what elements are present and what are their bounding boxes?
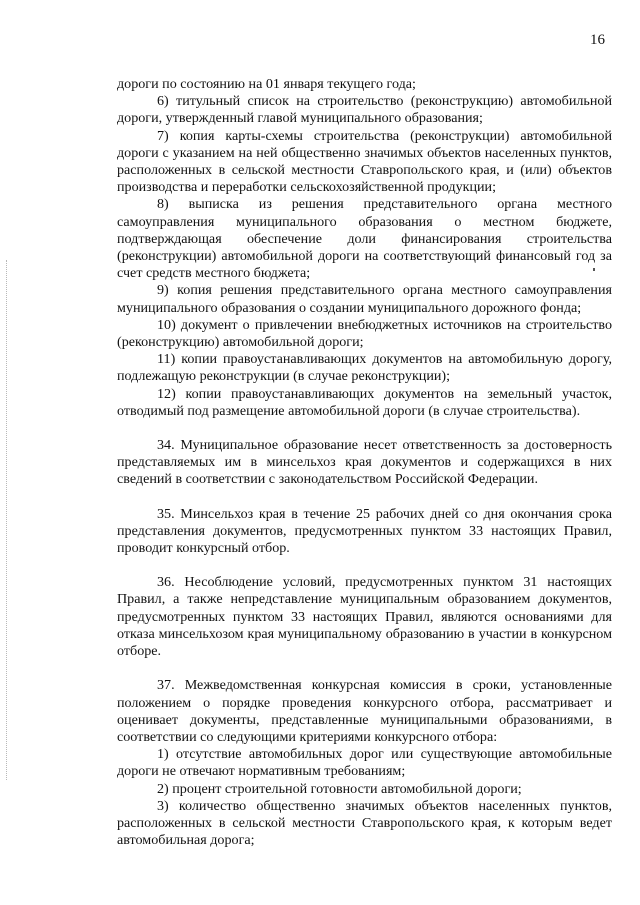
document-body [117, 76, 612, 849]
paragraph-gap [117, 489, 612, 506]
criterion-3: 3) количество общественно значимых объектов населенных пунктов, расположенных в сельской местности Ставропольского края, к которым ведет автомобильная дорога; [117, 797, 612, 849]
list-item-11: 11) копии правоустанавливающих документов на автомобильную дорогу, подлежащую реконструкции (в случае реконструкции); [117, 351, 612, 385]
criterion-1: 1) отсутствие автомобильных дорог или существующие автомобильные дороги не отвечают нормативным требованиям; [117, 746, 612, 780]
clause-36: 36. Несоблюдение условий, предусмотренных пунктом 31 настоящих Правил, а также непредставление муниципальным образованием документов, предусмотренных пунктом 33 настоящих Правил, являются основаниями для отказа минсельхозом края муниципальному образованию в участии в конкурсном отборе. [117, 574, 612, 660]
scan-speck [593, 268, 595, 271]
scan-edge-mark [6, 260, 8, 780]
clause-37: 37. Межведомственная конкурсная комиссия в сроки, установленные положением о порядке проведения конкурсного отбора, рассматривает и оценивает документы, представленные муниципальными образованиями, в соответствии со следующими критериями конкурсного отбора: [117, 677, 612, 745]
clause-34: 34. Муниципальное образование несет ответственность за достоверность представляемых им в минсельхоз края документов и содержащихся в них сведений в соответствии с законодательством Российской Федерации. [117, 437, 612, 488]
paragraph-gap [117, 420, 612, 437]
list-item-9: 9) копия решения представительного органа местного самоуправления муниципального образования о создании муниципального дорожного фонда; [117, 282, 612, 316]
paragraph-gap [117, 660, 612, 677]
paragraph-continuation: дороги по состоянию на 01 января текущего года; [117, 76, 416, 92]
list-item-7: 7) копия карты-схемы строительства (реконструкции) автомобильной дороги с указанием на ней общественно значимых объектов населенных пунктов, расположенных в сельской местности Ставропольского края, и (или) объектов производства и переработки сельскохозяйственной продукции; [117, 127, 612, 196]
clause-35: 35. Минсельхоз края в течение 25 рабочих дней со дня окончания срока представления документов, предусмотренных пунктом 33 настоящих Правил, проводит конкурсный отбор. [117, 505, 612, 557]
paragraph-gap [117, 557, 612, 574]
page-number: 16 [590, 32, 605, 48]
list-item-8: 8) выписка из решения представительного органа местного самоуправления муниципального образования о местном бюджете, подтверждающая обеспечение доли финансирования строительства (реконструкции) автомобильной дороги на соответствующий финансовый год за счет средств местного бюджета; [117, 196, 612, 282]
list-item-10: 10) документ о привлечении внебюджетных источников на строительство (реконструкцию) автомобильной дороги; [117, 316, 612, 351]
list-item-6: 6) титульный список на строительство (реконструкцию) автомобильной дороги, утвержденный главой муниципального образования; [117, 93, 612, 127]
criterion-2: 2) процент строительной готовности автомобильной дороги; [157, 780, 522, 797]
list-item-12: 12) копии правоустанавливающих документов на земельный участок, отводимый под размещение автомобильной дороги (в случае строительства). [117, 385, 612, 419]
